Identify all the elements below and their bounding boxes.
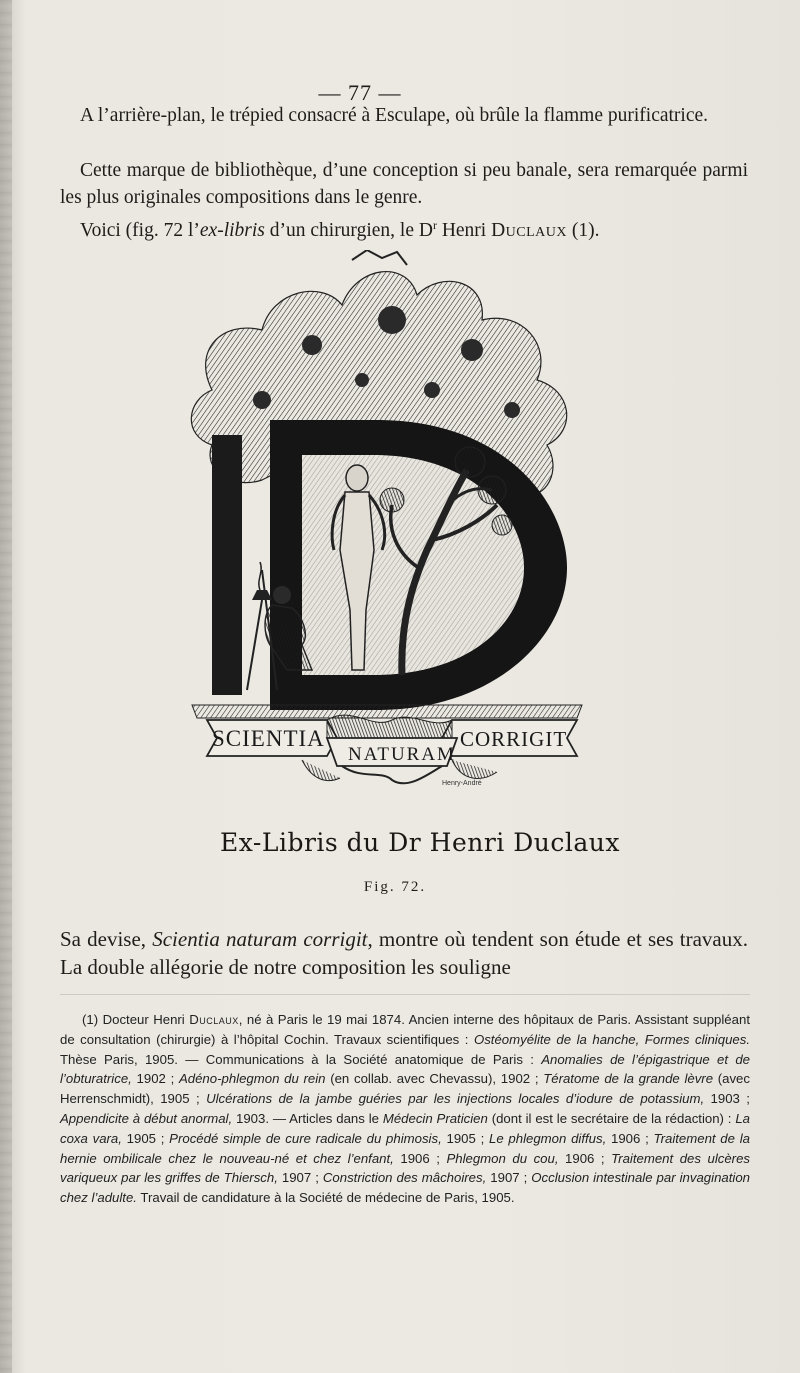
devise-post: , montre où tendent son étude et ses travaux. La double allégorie de notre composition les souligne [60, 927, 748, 979]
footnote-segment: Anomalies de l’épigastrique et de l’obturatrice, [60, 1051, 751, 1087]
footnote-segment: Phlegmon du cou, [446, 1150, 559, 1166]
p3-italic: ex-libris [199, 220, 265, 241]
footnote-segment: (dont il est le secrétaire de la rédaction) : [487, 1110, 736, 1126]
paragraph-devise [60, 925, 748, 981]
footnote-segment: 1905 ; [121, 1130, 170, 1146]
footnote-segment: 1906 ; [558, 1150, 612, 1166]
p3-sup: r [432, 218, 437, 232]
footnote-segment: 1903 ; [704, 1091, 750, 1107]
p3-pre: Voici (fig. 72 l’ [80, 220, 200, 241]
footnote-segment: , né à Paris le 19 mai 1874. Ancien interne des hôpitaux de Paris. Assistant suppléant de consultation (chirurgie) à l’hôpital Cochin. Travaux scientifiques : [60, 1012, 750, 1047]
exlibris-illustration [152, 250, 620, 790]
footnote-segment: Adéno-phlegmon du rein [178, 1071, 326, 1087]
footnote-segment: 1905 ; [441, 1130, 489, 1146]
footnote-segment: Appendicite à début anormal, [60, 1110, 233, 1126]
motto-banners [207, 715, 577, 787]
footnote-segment: Procédé simple de cure radicale du phimosis, [169, 1130, 442, 1146]
ground-strip [192, 705, 582, 718]
footnote-duclaux [60, 1010, 750, 1208]
p3-post: Henri [436, 220, 492, 241]
footnote-segment: Occlusion intestinale par invagination chez l’adulte. [60, 1170, 750, 1206]
footnote-segment: (en collab. avec Chevassu), 1902 ; [325, 1071, 544, 1087]
footnote-segment: Ostéomyélite de la hanche, Formes cliniques. [473, 1031, 750, 1047]
page-edge-shadow [0, 0, 12, 1373]
footnote-segment: Travail de candidature à la Société de médecine de Paris, 1905. [136, 1190, 515, 1206]
footnote-segment: Constriction des mâchoires, [322, 1170, 487, 1186]
artist-signature: Henry-André [442, 780, 482, 787]
exlibris-engraving [152, 250, 620, 790]
footnote-segment: La coxa vara, [60, 1110, 750, 1146]
footnote-segment: Thèse Paris, 1905. — Communications à la Société anatomique de Paris : [60, 1051, 542, 1067]
footnote-segment: 1906 ; [393, 1150, 447, 1166]
p3-mid: d’un chirurgien, le D [264, 220, 433, 241]
footnote-segment: 1907 ; [277, 1170, 323, 1186]
footnote-segment: Tératome de la grande lèvre [543, 1071, 714, 1087]
devise-motto: Scientia naturam corrigit [152, 927, 368, 951]
page-number: — 77 — [318, 80, 402, 105]
footnote-separator [60, 994, 750, 995]
figure-caption: Fig. 72. [363, 879, 427, 895]
footnote-segment: (avec Herrenschmidt), 1905 ; [60, 1071, 750, 1107]
banner-right-text: CORRIGIT [460, 727, 568, 751]
devise-pre: Sa devise, [60, 927, 153, 951]
p3-end: (1). [567, 220, 600, 241]
p3-surname: Duclaux [491, 220, 568, 241]
footnote-segment: Le phlegmon diffus, [489, 1130, 607, 1146]
paragraph-marque-bibliotheque: Cette marque de bibliothèque, d’une conception si peu banale, sera remarquée parmi les plus originales compositions dans le genre. [60, 160, 748, 208]
footnote-segment: 1902 ; [131, 1071, 179, 1087]
footnote-segment: Traitement des ulcères variqueux par les griffes de Thiersch, [60, 1150, 750, 1186]
footnote-segment: 1903. — Articles dans le [232, 1110, 383, 1126]
banner-center-text: NATURAM [348, 744, 456, 765]
banner-left-text: SCIENTIA [212, 726, 325, 751]
footnote-segment: Traitement de la hernie ombilicale chez le nouveau-né et chez l’enfant, [60, 1130, 750, 1166]
footnote-segment: (1) Docteur Henri [82, 1012, 190, 1027]
exlibris-inscription: Ex-Libris du Dr Henri Duclaux [219, 828, 620, 857]
footnote-segment: Duclaux [189, 1012, 239, 1027]
footnote-segment: Médecin Praticien [382, 1110, 488, 1126]
footnote-segment: Ulcérations de la jambe guéries par les injections locales d’iodure de potassium, [206, 1091, 705, 1107]
paragraph-arriere-plan: A l’arrière-plan, le trépied consacré à Esculape, où brûle la flamme purificatrice. [80, 105, 709, 126]
footnote-segment: 1906 ; [606, 1130, 654, 1146]
footnote-segment: 1907 ; [486, 1170, 532, 1186]
paragraph-voici-fig [60, 212, 748, 244]
